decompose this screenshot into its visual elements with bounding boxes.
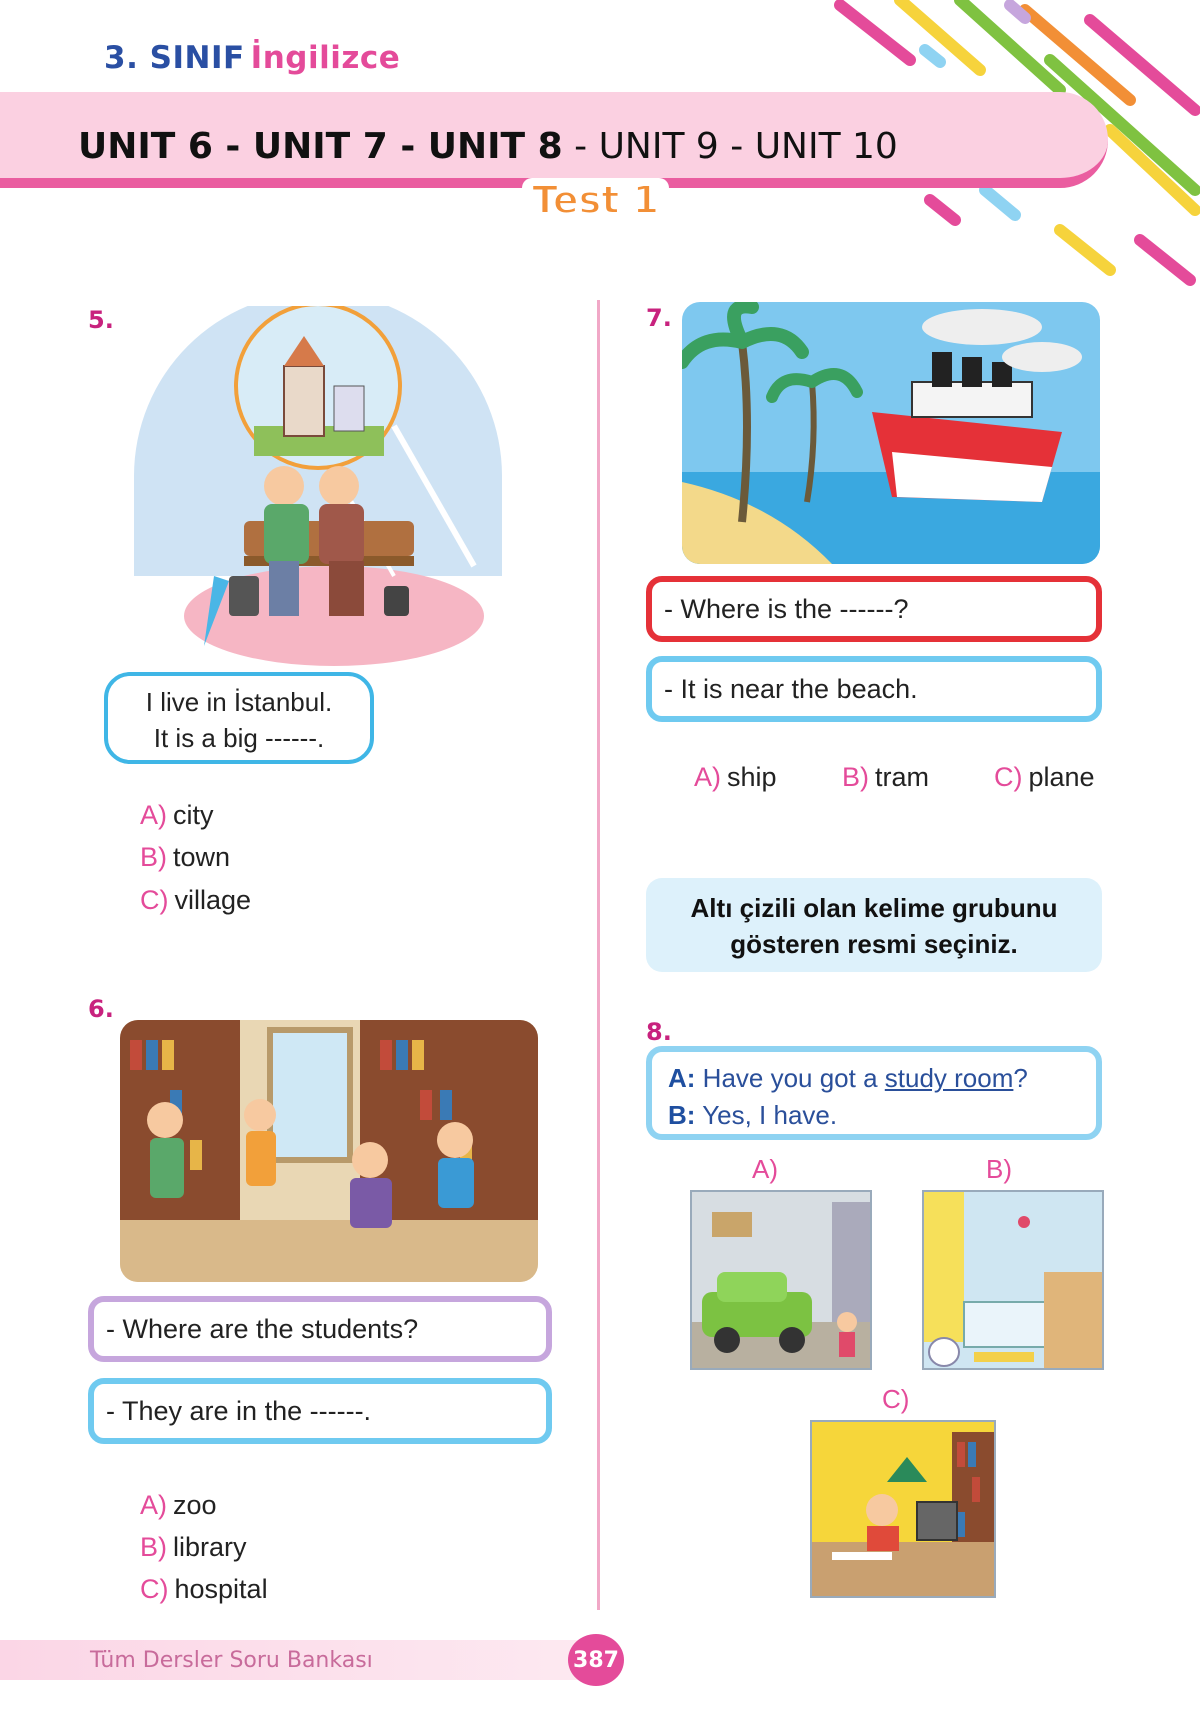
q5-option-c[interactable] xyxy=(140,885,251,916)
speech-bubble xyxy=(104,672,374,764)
option-letter: A) xyxy=(140,1490,167,1520)
q7-question-box: - Where is the ------? xyxy=(646,576,1102,642)
q8-a-text-end: ? xyxy=(1013,1063,1028,1093)
question-8-number: 8. xyxy=(646,1018,672,1046)
bubble-line-1: I live in İstanbul. xyxy=(145,687,333,717)
q6-option-c[interactable] xyxy=(140,1574,268,1605)
option-text: zoo xyxy=(173,1490,217,1520)
q7-option-a[interactable] xyxy=(694,762,777,793)
q8-option-b-bathroom-picture[interactable] xyxy=(922,1190,1104,1370)
q7-option-c[interactable] xyxy=(994,762,1095,793)
q8-line-b xyxy=(668,1097,1096,1134)
q6-question-box: - Where are the students? xyxy=(88,1296,552,1362)
q7-option-b[interactable] xyxy=(842,762,929,793)
question-6-illustration xyxy=(120,1020,538,1282)
option-letter: A) xyxy=(694,762,721,792)
question-5-number: 5. xyxy=(88,306,114,334)
bubble-line-2: It is a big ------. xyxy=(153,723,325,753)
question-7-number: 7. xyxy=(646,304,672,332)
q8-a-text: Have you got a xyxy=(695,1063,885,1093)
units-bold: UNIT 6 - UNIT 7 - UNIT 8 xyxy=(78,126,563,167)
grade-label: 3. SINIF xyxy=(104,40,245,76)
q8-option-b-label: B) xyxy=(986,1154,1012,1184)
option-text: village xyxy=(174,885,252,915)
option-text: hospital xyxy=(174,1574,268,1604)
option-letter: A) xyxy=(140,800,167,830)
option-text: library xyxy=(173,1532,247,1562)
q8-underlined-phrase: study room xyxy=(884,1063,1014,1093)
unit-title xyxy=(78,126,898,167)
option-letter: C) xyxy=(994,762,1023,792)
column-divider xyxy=(597,300,600,1610)
q8-b-text: Yes, I have. xyxy=(695,1100,838,1130)
question-5-illustration xyxy=(134,306,502,666)
instruction-line-2: gösteren resmi seçiniz. xyxy=(730,929,1018,959)
q8-option-a-label: A) xyxy=(752,1154,778,1184)
option-text: plane xyxy=(1028,762,1095,792)
grade-subject-heading xyxy=(104,40,400,76)
q8-dialog-box xyxy=(646,1046,1102,1140)
test-label: Test 1 xyxy=(522,178,669,222)
option-text: city xyxy=(173,800,214,830)
instruction-box xyxy=(646,878,1102,972)
option-text: town xyxy=(173,842,231,872)
q5-option-a[interactable] xyxy=(140,800,214,831)
units-rest: - UNIT 9 - UNIT 10 xyxy=(562,126,898,167)
option-text: tram xyxy=(875,762,929,792)
speaker-b-label: B: xyxy=(668,1100,696,1130)
q8-option-a-garage-picture[interactable] xyxy=(690,1190,872,1370)
option-letter: B) xyxy=(140,1532,167,1562)
speaker-a-label: A: xyxy=(668,1063,696,1093)
question-6-number: 6. xyxy=(88,995,114,1023)
q6-option-a[interactable] xyxy=(140,1490,217,1521)
subject-label: İngilizce xyxy=(250,40,401,76)
option-text: ship xyxy=(727,762,777,792)
q5-option-b[interactable] xyxy=(140,842,230,873)
q6-option-b[interactable] xyxy=(140,1532,247,1563)
q8-option-c-study-room-picture[interactable] xyxy=(810,1420,996,1598)
q6-answer-box: - They are in the ------. xyxy=(88,1378,552,1444)
option-letter: C) xyxy=(140,1574,169,1604)
q8-option-c-label: C) xyxy=(882,1384,910,1414)
option-letter: B) xyxy=(842,762,869,792)
option-letter: B) xyxy=(140,842,167,872)
footer-book-title: Tüm Dersler Soru Bankası xyxy=(90,1648,373,1673)
q8-line-a xyxy=(668,1060,1096,1097)
page-number: 387 xyxy=(568,1634,624,1686)
instruction-line-1: Altı çizili olan kelime grubunu xyxy=(690,893,1058,923)
option-letter: C) xyxy=(140,885,169,915)
q7-answer-box: - It is near the beach. xyxy=(646,656,1102,722)
question-7-illustration xyxy=(682,302,1100,564)
